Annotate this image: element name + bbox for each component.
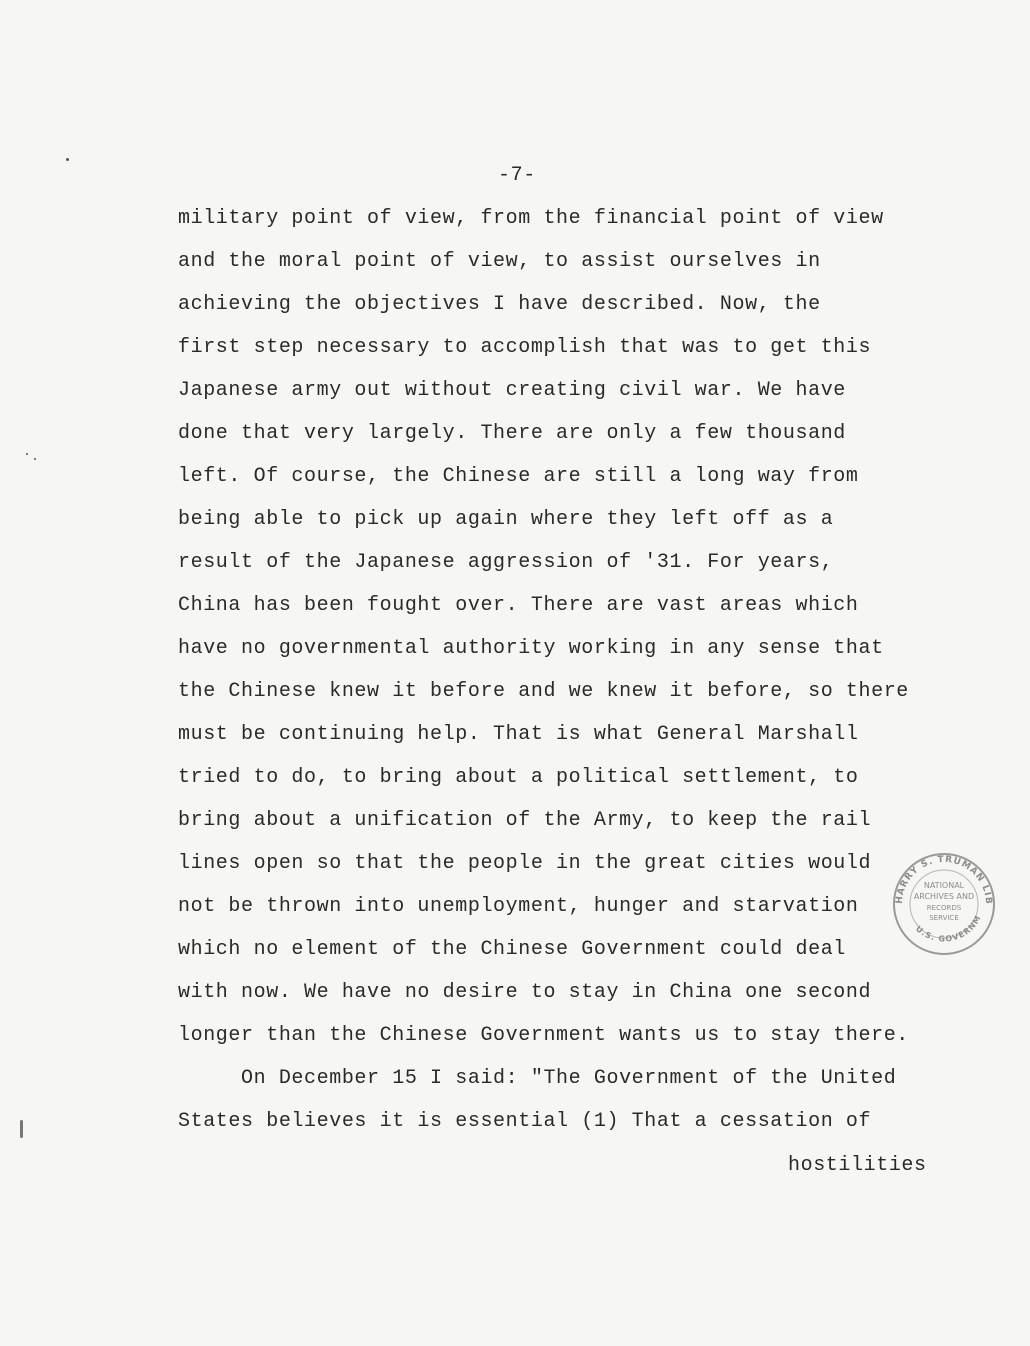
body-line: left. Of course, the Chinese are still a long way from	[178, 465, 859, 488]
body-line: the Chinese knew it before and we knew it before, so there	[178, 680, 909, 703]
body-line: with now. We have no desire to stay in China one second	[178, 981, 872, 1004]
archive-stamp-graphic	[880, 852, 1008, 956]
body-line: tried to do, to bring about a political settlement, to	[178, 766, 859, 789]
body-line: done that very largely. There are only a few thousand	[178, 422, 846, 445]
svg-text:U.S. GOVERNMENT: U.S. GOVERNM	[913, 913, 983, 944]
body-line: must be continuing help. That is what General Marshall	[178, 723, 859, 746]
svg-text:ARCHIVES AND: ARCHIVES AND	[913, 892, 975, 901]
body-line: Japanese army out without creating civil war. We have	[178, 379, 846, 402]
body-line: being able to pick up again where they left off as a	[178, 508, 834, 531]
body-line: bring about a unification of the Army, to keep the rail	[178, 809, 872, 832]
body-line: not be thrown into unemployment, hunger and starvation	[178, 895, 859, 918]
body-line: first step necessary to accomplish that was to get this	[178, 336, 872, 359]
body-line: China has been fought over. There are vast areas which	[178, 594, 859, 617]
catchword: hostilities	[788, 1154, 927, 1177]
page-speck	[26, 453, 28, 455]
svg-text:NATIONAL: NATIONAL	[923, 881, 965, 890]
body-line: result of the Japanese aggression of '31. For years,	[178, 551, 834, 574]
page-number: -7-	[498, 164, 536, 187]
archive-stamp	[880, 852, 1008, 956]
page-speck	[66, 158, 69, 161]
body-line: and the moral point of view, to assist ourselves in	[178, 250, 821, 273]
body-line: States believes it is essential (1) That a cessation of	[178, 1110, 872, 1133]
body-line: On December 15 I said: "The Government of the United	[178, 1067, 897, 1090]
body-line: longer than the Chinese Government wants us to stay there.	[178, 1024, 909, 1047]
svg-text:SERVICE: SERVICE	[929, 914, 959, 922]
body-line: lines open so that the people in the great cities would	[178, 852, 872, 875]
body-line: military point of view, from the financial point of view	[178, 207, 884, 230]
body-line: have no governmental authority working in any sense that	[178, 637, 884, 660]
page-mark	[20, 1120, 23, 1138]
body-line: achieving the objectives I have described. Now, the	[178, 293, 821, 316]
svg-text:HARRY S. TRUMAN LIBRARY: HARRY S. TRUMAN LIB	[894, 854, 994, 906]
body-line: which no element of the Chinese Government could deal	[178, 938, 846, 961]
page-speck	[34, 458, 36, 460]
svg-text:RECORDS: RECORDS	[926, 904, 962, 912]
